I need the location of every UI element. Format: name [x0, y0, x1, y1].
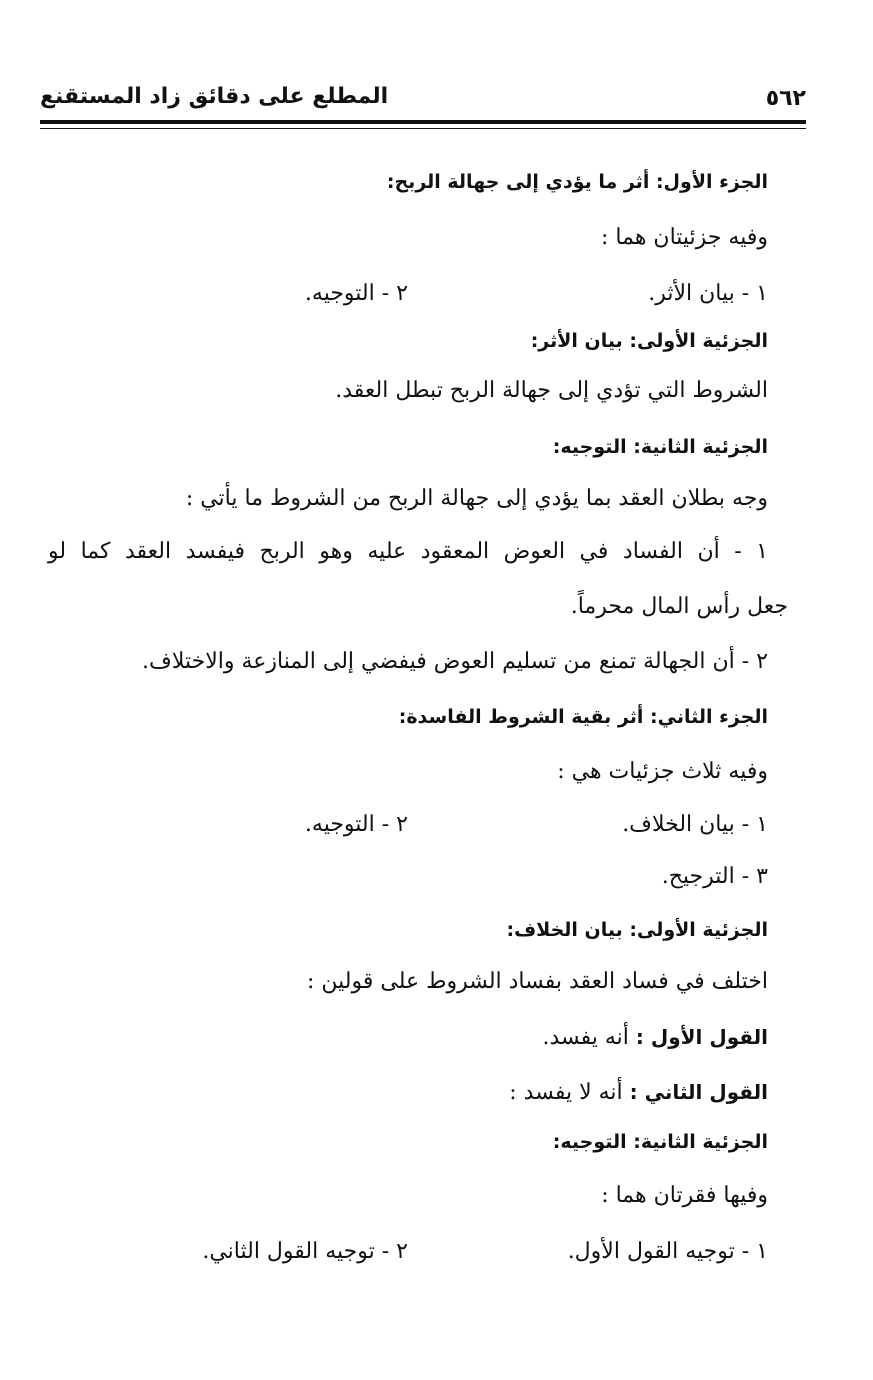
page-header — [40, 82, 806, 122]
part1-sub2-heading: الجزئية الثانية: التوجيه: — [552, 436, 768, 458]
part2-sub2-heading: الجزئية الثانية: التوجيه: — [552, 1131, 768, 1153]
part2-intro: وفيه ثلاث جزئيات هي : — [557, 759, 768, 784]
part2-item3: ٣ - الترجيح. — [661, 864, 768, 889]
part2-sub1-text: اختلف في فساد العقد بفساد الشروط على قولين : — [306, 969, 768, 994]
header-rule-thick — [40, 120, 806, 124]
book-title: المطلع على دقائق زاد المستقنع — [40, 84, 389, 109]
opinion1 — [542, 1022, 768, 1053]
page-number: ٥٦٢ — [765, 86, 806, 111]
part1-sub2-point1-line2: جعل رأس المال محرماً. — [570, 594, 788, 619]
part2-heading: الجزء الثاني: أثر بقية الشروط الفاسدة: — [398, 706, 768, 728]
part1-sub1-text: الشروط التي تؤدي إلى جهالة الربح تبطل العقد. — [335, 378, 768, 403]
part1-sub2-point2: ٢ - أن الجهالة تمنع من تسليم العوض فيفضي إلى المنازعة والاختلاف. — [142, 649, 768, 674]
opinion2 — [509, 1077, 768, 1108]
part2-sub1-heading: الجزئية الأولى: بيان الخلاف: — [506, 919, 768, 941]
part2-sub2-item1: ١ - توجيه القول الأول. — [567, 1239, 768, 1264]
part2-item1: ١ - بيان الخلاف. — [622, 812, 768, 837]
part2-sub2-item2: ٢ - توجيه القول الثاني. — [202, 1239, 408, 1264]
part1-item2: ٢ - التوجيه. — [304, 281, 408, 306]
opinion1-label: القول الأول : — [635, 1025, 768, 1049]
opinion2-label: القول الثاني : — [629, 1080, 768, 1104]
part1-intro: وفيه جزئيتان هما : — [601, 225, 768, 250]
part1-sub2-point1-line1: ١ - أن الفساد في العوض المعقود عليه وهو الربح فيفسد العقد كما لو — [48, 539, 768, 564]
part1-item1: ١ - بيان الأثر. — [648, 281, 768, 306]
part1-sub2-intro: وجه بطلان العقد بما يؤدي إلى جهالة الربح من الشروط ما يأتي : — [185, 486, 768, 511]
part1-sub1-heading: الجزئية الأولى: بيان الأثر: — [530, 330, 768, 352]
part2-sub2-intro: وفيها فقرتان هما : — [601, 1183, 768, 1208]
header-rule-thin — [40, 128, 806, 129]
opinion2-text: أنه لا يفسد : — [509, 1080, 630, 1105]
part1-heading: الجزء الأول: أثر ما يؤدي إلى جهالة الربح: — [386, 171, 768, 193]
opinion1-text: أنه يفسد. — [542, 1025, 636, 1050]
part2-item2: ٢ - التوجيه. — [304, 812, 408, 837]
